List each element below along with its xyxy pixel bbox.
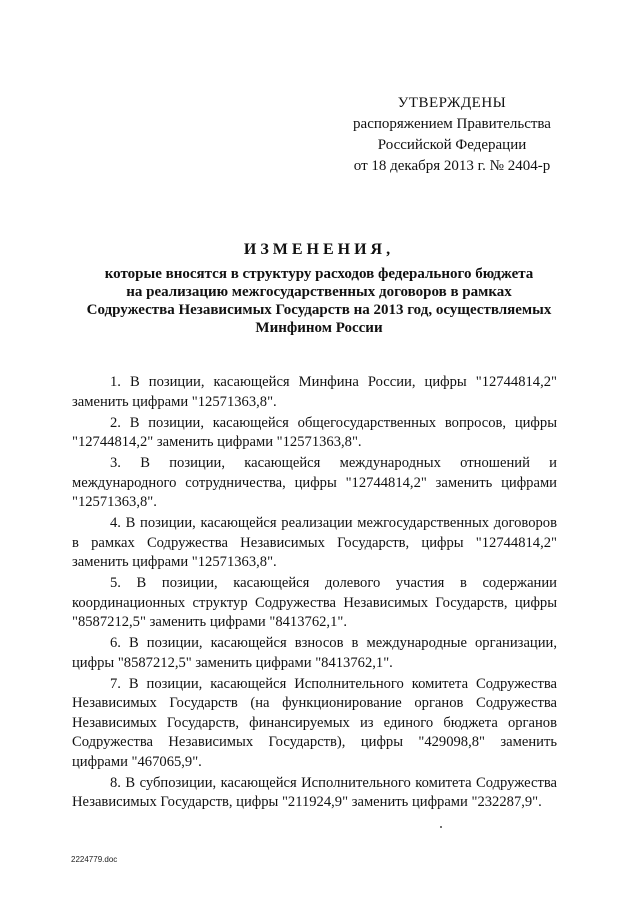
footer-doc-id: 2224779.doc (71, 855, 118, 864)
title-line-2: на реализацию межгосударственных договоров в рамках (126, 284, 512, 300)
amendment-item-3: 3. В позиции, касающейся международных отношений и международного сотрудничества, цифры "12744814,2" заменить цифрами "12571363,8". (72, 455, 557, 510)
amendment-item-7: 7. В позиции, касающейся Исполнительного комитета Содружества Независимых Государств (на функционирование органов Содружества Независимых Государств, финансируемых из единого бюджета органов Содружества Независимых Государств), цифры "429098,8" заменить цифрами "467065,9". (72, 675, 557, 770)
scan-dot (440, 826, 442, 828)
approval-heading: УТВЕРЖДЕНЫ (397, 95, 507, 111)
amendment-item-8: 8. В субпозиции, касающейся Исполнительного комитета Содружества Независимых Государств, цифры "211924,9" заменить цифрами "232287,9". (72, 774, 557, 810)
title-line-1: которые вносятся в структуру расходов федерального бюджета (104, 266, 534, 282)
approval-country: Российской Федерации (377, 137, 527, 153)
title-line-3: Содружества Независимых Государств на 2013 год, осуществляемых (86, 302, 552, 318)
amendment-list (72, 373, 557, 814)
amendment-item-2: 2. В позиции, касающейся общегосударственных вопросов, цифры "12744814,2" заменить цифрами "12571363,8". (72, 414, 557, 450)
amendment-item-6: 6. В позиции, касающейся взносов в международные организации, цифры "8587212,5" заменить цифрами "8413762,1". (72, 635, 557, 671)
title-heading: ИЗМЕНЕНИЯ, (243, 241, 395, 258)
approval-block (322, 93, 582, 177)
amendment-item-4: 4. В позиции, касающейся реализации межгосударственных договоров в рамках Содружества Независимых Государств, цифры "12744814,2" заменить цифрами "12571363,8". (72, 515, 557, 570)
approval-date-number: от 18 декабря 2013 г. № 2404-р (353, 158, 551, 174)
amendment-item-5: 5. В позиции, касающейся долевого участия в содержании координационных структур Содружества Независимых Государств, цифры "8587212,5" заменить цифрами "8413762,1". (72, 575, 557, 630)
amendment-item-1: 1. В позиции, касающейся Минфина России, цифры "12744814,2" заменить цифрами "12571363,8". (72, 374, 557, 410)
approval-authority: распоряжением Правительства (353, 116, 551, 132)
document-title (66, 241, 572, 337)
title-line-4: Минфином России (255, 320, 383, 336)
